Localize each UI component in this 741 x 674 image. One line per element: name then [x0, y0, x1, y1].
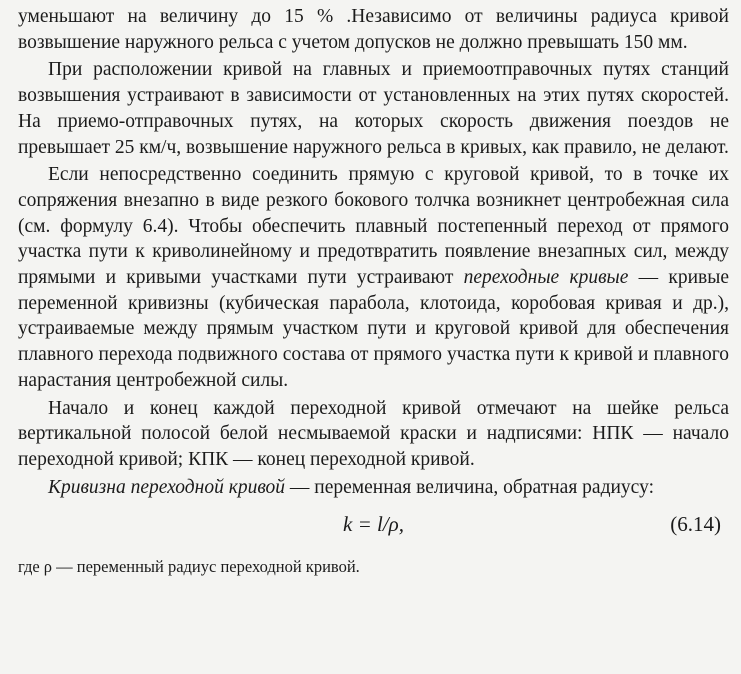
term-curvature: Кривизна переходной кривой: [48, 476, 286, 498]
term-transition-curves: переходные кривые: [463, 267, 629, 289]
paragraph-text: — переменная величина, обратная радиусу:: [285, 476, 654, 498]
formula-expression: k = l/ρ,: [343, 512, 404, 537]
paragraph-transition-curves: [18, 162, 729, 393]
formula-explanation: где ρ — переменный радиус переходной кривой.: [18, 557, 360, 577]
paragraph-continuation: уменьшают на величину до 15 % .Независимо от величины радиуса кривой возвышение наружного рельса с учетом допусков не должно превышать 150 мм.: [18, 6, 729, 53]
formula-number: (6.14): [670, 512, 721, 537]
paragraph-curve-marking: Начало и конец каждой переходной кривой отмечают на шейке рельса вертикальной полосой белой несмываемой краски и надписями: НПК — начало переходной кривой; КПК — конец переходной кривой.: [18, 397, 729, 470]
paragraph-curvature-definition: [18, 475, 729, 501]
formula-6-14: [18, 508, 729, 548]
paragraph-text: — кривые переменной кривизны (кубическая парабола, клотоида, коробовая кривая и др.), устраиваемые между прямым участком пути и круговой кривой для обеспечения плавного перехода подвижного состава от прямого участка пути к кривой и плавного нарастания центробежной силы.: [18, 267, 730, 391]
paragraph-text: Если непосредственно соединить прямую с круговой кривой, то в точке их сопряжения внезапно в виде резкого бокового толчка возникнет центробежная сила (см. формулу 6.4). Чтобы обеспечить плавный постепенный переход от прямого участка пути к криволинейному и предотвратить появление внезапных сил, между прямыми и кривыми участками пути устраивают: [18, 164, 729, 289]
paragraph-station-superelevation: При расположении кривой на главных и приемоотправочных путях станций возвышения устраивают в зависимости от установленных на этих путях скоростей. На приемо-отправочных путях, на которых скорость движения поездов не превышает 25 км/ч, возвышение наружного рельса в кривых, как правило, не делают.: [18, 59, 729, 158]
